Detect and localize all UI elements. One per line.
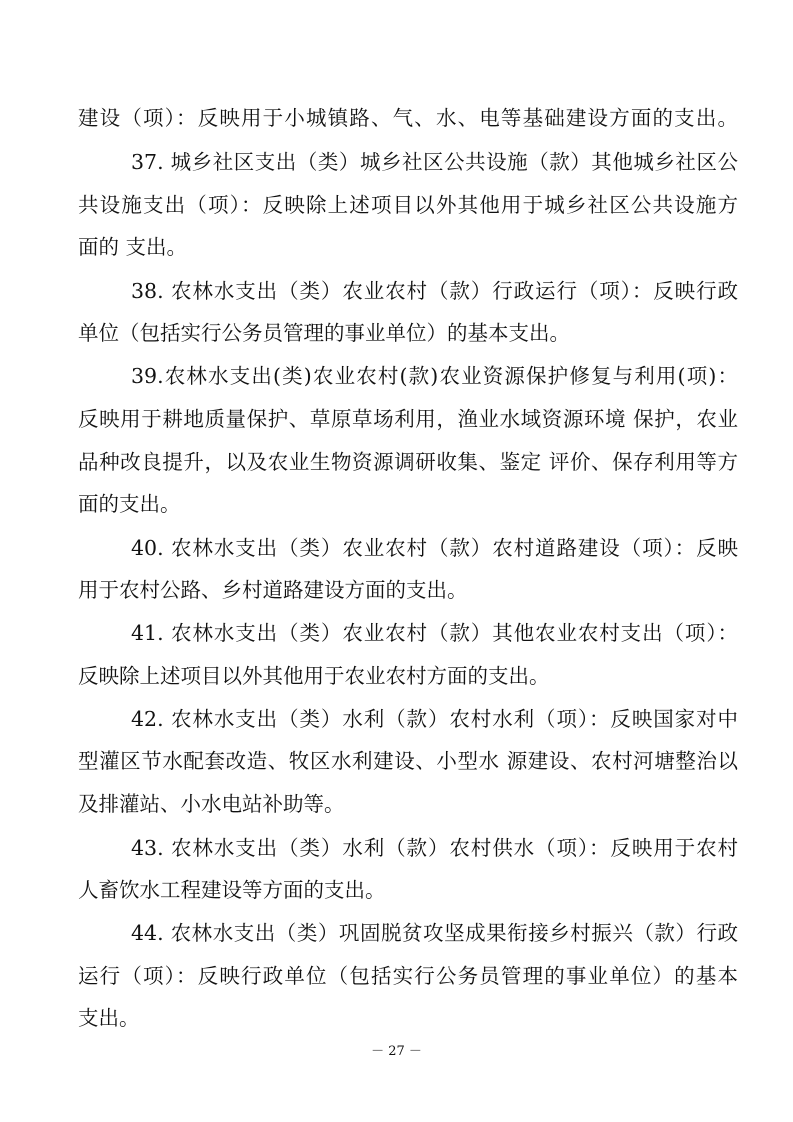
paragraph-line: 42. 农林水支出（类）水利（款）农村水利（项）：反映国家对中 — [131, 707, 738, 731]
page-number: － 27 － — [371, 1044, 422, 1059]
paragraph-line: 共设施支出（项）：反映除上述项目以外其他用于城乡社区公共设施方 — [78, 193, 738, 217]
paragraph-line: 41. 农林水支出（类）农业农村（款）其他农业农村支出（项）： — [131, 621, 738, 645]
paragraph-line: 39.农林水支出(类)农业农村(款)农业资源保护修复与利用(项)： — [131, 364, 738, 388]
paragraph-line: 运行（项）：反映行政单位（包括实行公务员管理的事业单位）的基本 — [78, 964, 738, 988]
paragraph-line: 单位（包括实行公务员管理的事业单位）的基本支出。 — [78, 321, 570, 345]
paragraph-line: 建设（项）：反映用于小城镇路、气、水、电等基础建设方面的支出。 — [78, 106, 738, 130]
paragraph-line: 支出。 — [78, 1006, 140, 1030]
paragraph-line: 型灌区节水配套改造、牧区水利建设、小型水 源建设、农村河塘整治以 — [78, 749, 738, 773]
paragraph-line: 面的 支出。 — [78, 235, 188, 259]
paragraph-line: 品种改良提升，以及农业生物资源调研收集、鉴定 评价、保存利用等方 — [78, 450, 738, 474]
paragraph-line: 43. 农林水支出（类）水利（款）农村供水（项）：反映用于农村 — [131, 836, 738, 860]
paragraph-line: 及排灌站、小水电站补助等。 — [78, 792, 345, 816]
paragraph-line: 反映除上述项目以外其他用于农业农村方面的支出。 — [78, 664, 550, 688]
paragraph-line: 面的支出。 — [78, 492, 181, 516]
paragraph-line: 44. 农林水支出（类）巩固脱贫攻坚成果衔接乡村振兴（款）行政 — [131, 921, 738, 945]
paragraph-line: 人畜饮水工程建设等方面的支出。 — [78, 878, 386, 902]
paragraph-line: 用于农村公路、乡村道路建设方面的支出。 — [78, 578, 468, 602]
paragraph-line: 40. 农林水支出（类）农业农村（款）农村道路建设（项）：反映 — [131, 536, 738, 560]
paragraph-line: 37. 城乡社区支出（类）城乡社区公共设施（款）其他城乡社区公 — [131, 150, 738, 174]
paragraph-line: 38. 农林水支出（类）农业农村（款）行政运行（项）：反映行政 — [131, 279, 738, 303]
paragraph-line: 反映用于耕地质量保护、草原草场利用，渔业水域资源环境 保护，农业 — [78, 407, 738, 431]
